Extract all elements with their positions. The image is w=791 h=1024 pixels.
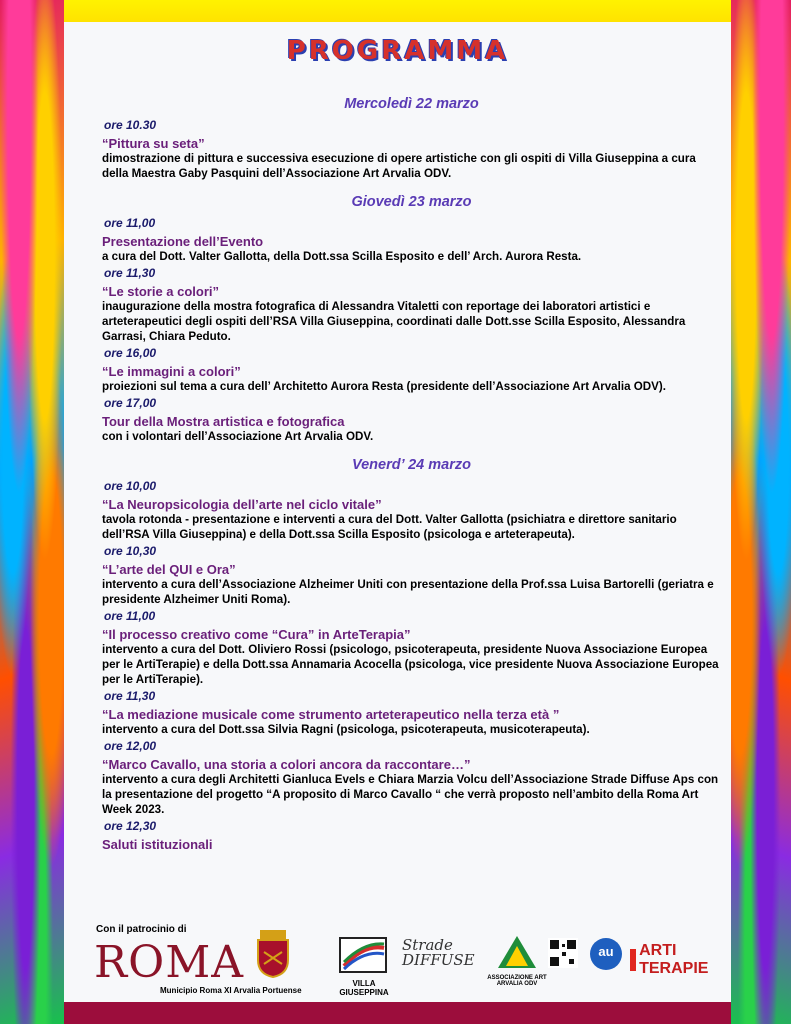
event-title: “Le immagini a colori” (102, 364, 241, 379)
day-heading: Venerd’ 24 marzo (351, 457, 471, 473)
event-item (102, 609, 721, 687)
day-heading: Giovedì 23 marzo (351, 194, 472, 210)
top-yellow-bar (64, 0, 731, 22)
left-decorative-border (0, 0, 64, 1024)
alzheimer-uniti-logo (588, 936, 624, 977)
event-time: ore 10.30 (104, 118, 157, 132)
event-item (102, 544, 721, 607)
event-time: ore 12,00 (104, 739, 157, 753)
event-title: “Il processo creativo come “Cura” in ArteTerapia” (102, 627, 411, 642)
event-description: tavola rotonda - presentazione e interventi a cura del Dott. Valter Gallotta (psichiatra e direttore sanitario dell’RSA Villa Giuseppina) e della Dott.ssa Scilla Esposito (psicologa e arteterapeuta). (102, 513, 677, 541)
villa-label: VILLA GIUSEPPINA (339, 979, 389, 997)
event-title: “Pittura su seta” (102, 136, 205, 151)
event-item (102, 689, 721, 737)
event-title: Presentazione dell’Evento (102, 234, 264, 249)
roma-logo-text: ROMA (94, 937, 245, 988)
event-title: “La mediazione musicale come strumento arteterapeutico nella terza età ” (102, 707, 560, 722)
arti-terapie-mark-icon (630, 949, 636, 971)
event-item (102, 118, 721, 181)
event-item (102, 479, 721, 542)
au-label: au (598, 944, 614, 959)
footer-logos (64, 912, 731, 1002)
event-title: “La Neuropsicologia dell’arte nel ciclo vitale” (102, 497, 382, 512)
event-item (102, 216, 721, 264)
right-decorative-border (727, 0, 791, 1024)
arti-terapie-label: ARTI TERAPIE (639, 942, 709, 977)
day-heading: Mercoledì 22 marzo (344, 96, 479, 112)
municipio-label: Municipio Roma XI Arvalia Portuense (160, 986, 302, 995)
event-description: con i volontari dell’Associazione Art Arvalia ODV. (102, 430, 374, 443)
villa-giuseppina-logo (336, 934, 392, 997)
event-description: intervento a cura degli Architetti Gianluca Evels e Chiara Marzia Volcu dell’Associazione Strade Diffuse Aps con la presentazione del progetto “A proposito di Marco Cavallo “ che verrà proposto nell’ambito della Roma Art Week 2023. (102, 773, 719, 816)
event-time: ore 11,00 (104, 609, 156, 623)
page-title: PROGRAMMA (286, 36, 509, 66)
program-content (102, 90, 721, 854)
event-title: “L’arte del QUI e Ora” (102, 562, 236, 577)
event-description: intervento a cura del Dott.ssa Silvia Ragni (psicologa, psicoterapeuta, musicoterapeuta). (102, 723, 590, 736)
event-description: intervento a cura del Dott. Oliviero Rossi (psicologo, psicoterapeuta, presidente Nuova Associazione Europea per le ArtiTerapie) e della Dott.ssa Annamaria Acocella (psicologa, vice presidente Nuova Associazione Europea per le ArtiTerapie). (102, 643, 719, 686)
patronage-label: Con il patrocinio di (96, 924, 187, 935)
event-title: “Le storie a colori” (102, 284, 220, 299)
event-time: ore 16,00 (104, 346, 157, 360)
event-time: ore 17,00 (104, 396, 157, 410)
qr-code-icon (548, 938, 578, 968)
event-title: Saluti istituzionali (102, 837, 213, 852)
event-time: ore 10,30 (104, 544, 157, 558)
roma-shield-icon (254, 930, 292, 978)
event-title: Tour della Mostra artistica e fotografica (102, 414, 345, 429)
event-item (102, 346, 721, 394)
event-item (102, 266, 721, 344)
event-description: proiezioni sul tema a cura dell’ Architetto Aurora Resta (presidente dell’Associazione Art Arvalia ODV). (102, 380, 666, 393)
art-arvalia-label: ASSOCIAZIONE ART ARVALIA ODV (487, 975, 547, 987)
villa-giuseppina-icon (336, 934, 392, 974)
bottom-bar (64, 1002, 731, 1024)
event-time: ore 11,30 (104, 266, 156, 280)
event-time: ore 11,30 (104, 689, 156, 703)
event-time: ore 10,00 (104, 479, 157, 493)
strade-label: Strade DIFFUSE (402, 936, 475, 969)
event-description: dimostrazione di pittura e successiva esecuzione di opere artistiche con gli ospiti di Villa Giuseppina a cura della Maestra Gaby Pasquini dell’Associazione Art Arvalia ODV. (102, 152, 696, 180)
event-description: intervento a cura dell’Associazione Alzheimer Uniti con presentazione della Prof.ssa Luisa Bartorelli (geriatra e presidente Alzheimer Uniti Roma). (102, 578, 714, 606)
program-sheet (64, 22, 731, 1002)
event-item (102, 819, 721, 852)
event-time: ore 11,00 (104, 216, 156, 230)
event-item (102, 396, 721, 444)
event-time: ore 12,30 (104, 819, 157, 833)
arti-terapie-logo (630, 942, 724, 978)
event-item (102, 739, 721, 817)
strade-diffuse-logo (402, 936, 475, 969)
event-description: inaugurazione della mostra fotografica di Alessandra Vitaletti con reportage dei laboratori artistici e arteterapeutici degli ospiti dell’RSA Villa Giuseppina, coordinati dalle Dott.sse Scilla Esposito, Alessandra Garrasi, Chiara Peduto. (102, 300, 686, 343)
event-description: a cura del Dott. Valter Gallotta, della Dott.ssa Scilla Esposito e dell’ Arch. Aurora Resta. (102, 250, 582, 263)
event-title: “Marco Cavallo, una storia a colori ancora da raccontare…” (102, 757, 471, 772)
